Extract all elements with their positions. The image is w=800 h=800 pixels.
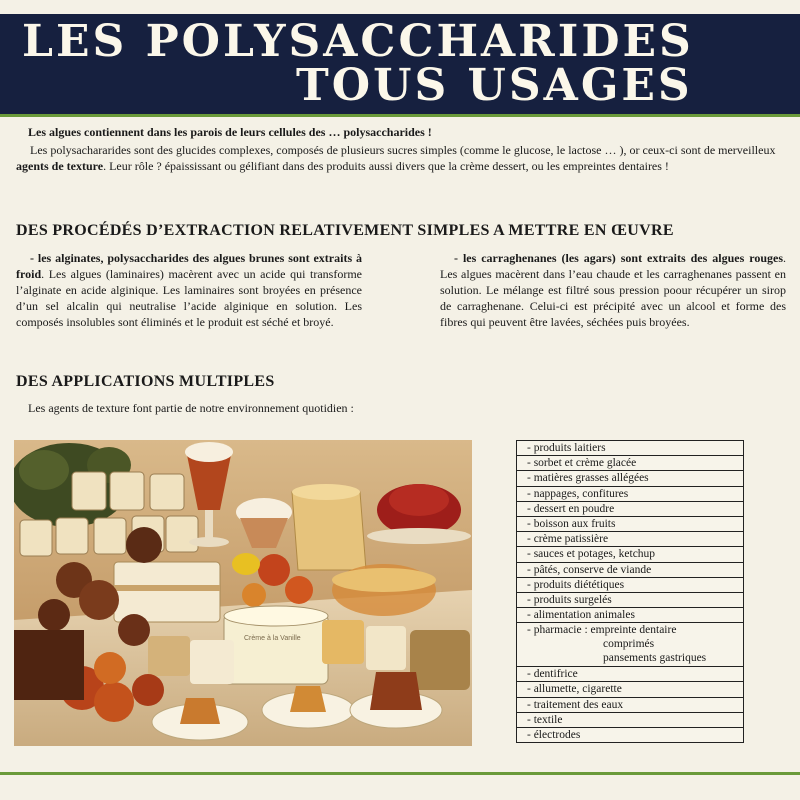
list-item: - pâtés, conserve de viande	[517, 563, 743, 578]
intro-text-bold: agents de texture	[16, 159, 104, 173]
carraghenanes-text: . Les algues macèrent dans l’eau chaude et les carraghenanes passent en solution. Le mélange est filtré sous pression poour récupérer un sirop de carraghenane. Celui-ci est précipité avec un alcool et forme des fibres qui peuvent être lavées, séchées puis broyées.	[440, 251, 786, 329]
list-item: - nappages, confitures	[517, 487, 743, 502]
intro-text-2: . Leur rôle ? épaississant ou gélifiant dans des produits aussi divers que la crème dessert, ou les empreintes dentaires !	[103, 159, 669, 173]
title-banner	[0, 14, 800, 114]
intro-lead: Les algues contiennent dans les parois de leurs cellules des … polysaccharides !	[28, 125, 432, 139]
pharmacie-main: - pharmacie : empreinte dentaire	[527, 624, 677, 637]
list-item: - dentifrice	[517, 667, 743, 682]
alginates-lead: - les alginates, polysaccharides des algues brunes sont extraits à froid	[16, 251, 362, 281]
applications-intro: Les agents de texture font partie de notre environnement quotidien :	[28, 401, 354, 415]
list-item: - sorbet et crème glacée	[517, 456, 743, 471]
carraghenanes-lead: - les carraghenanes (les agars) sont extraits des algues rouges	[454, 251, 783, 265]
pharmacie-sub-1: comprimés	[603, 638, 655, 651]
page-title-line-2: TOUS USAGES	[296, 60, 693, 111]
list-item: - traitement des eaux	[517, 698, 743, 713]
list-item: - matières grasses allégées	[517, 471, 743, 486]
list-item: - boisson aux fruits	[517, 517, 743, 532]
list-item: - électrodes	[527, 729, 581, 741]
list-item: - alimentation animales	[517, 608, 743, 623]
list-item: - produits surgelés	[517, 593, 743, 608]
pharmacie-sub-2: pansements gastriques	[603, 652, 707, 665]
list-item: - dessert en poudre	[517, 502, 743, 517]
list-item: - textile	[517, 713, 743, 728]
list-item: - allumette, cigarette	[517, 682, 743, 697]
top-divider	[0, 114, 800, 117]
list-item: - crème patissière	[517, 532, 743, 547]
applications-heading: DES APPLICATIONS MULTIPLES	[16, 373, 275, 390]
bottom-divider	[0, 772, 800, 775]
extraction-heading: DES PROCÉDÉS D’EXTRACTION RELATIVEMENT SIMPLES A METTRE EN ŒUVRE	[16, 222, 674, 239]
desserts-photo	[14, 440, 472, 746]
list-item: - produits diététiques	[517, 578, 743, 593]
desserts-illustration	[14, 440, 472, 746]
page-title-line-1: LES POLYSACCHARIDES	[22, 16, 694, 67]
list-item-pharmacie	[517, 623, 743, 667]
alginates-text: . Les algues (laminaires) macèrent avec un acide qui transforme l’alginate en acide alginique. Les laminaires sont broyées en présence d’un sel alcalin qui neutralise l’acide alginique en solution. Les composés insolubles sont éliminés et le produit est séché et broyé.	[16, 267, 362, 329]
alginates-paragraph	[16, 250, 362, 330]
intro-text-1: Les polysachararides sont des glucides complexes, composés de plusieurs sucres simples (comme le glucose, le lactose … ), or ceux-ci sont de merveilleux	[30, 143, 776, 157]
list-item: - produits laitiers	[517, 441, 743, 456]
carraghenanes-paragraph	[440, 250, 786, 330]
intro-paragraph	[16, 142, 786, 174]
tub-label: Crème à la Vanille	[244, 635, 301, 642]
applications-list	[516, 440, 744, 743]
list-item: - sauces et potages, ketchup	[517, 547, 743, 562]
